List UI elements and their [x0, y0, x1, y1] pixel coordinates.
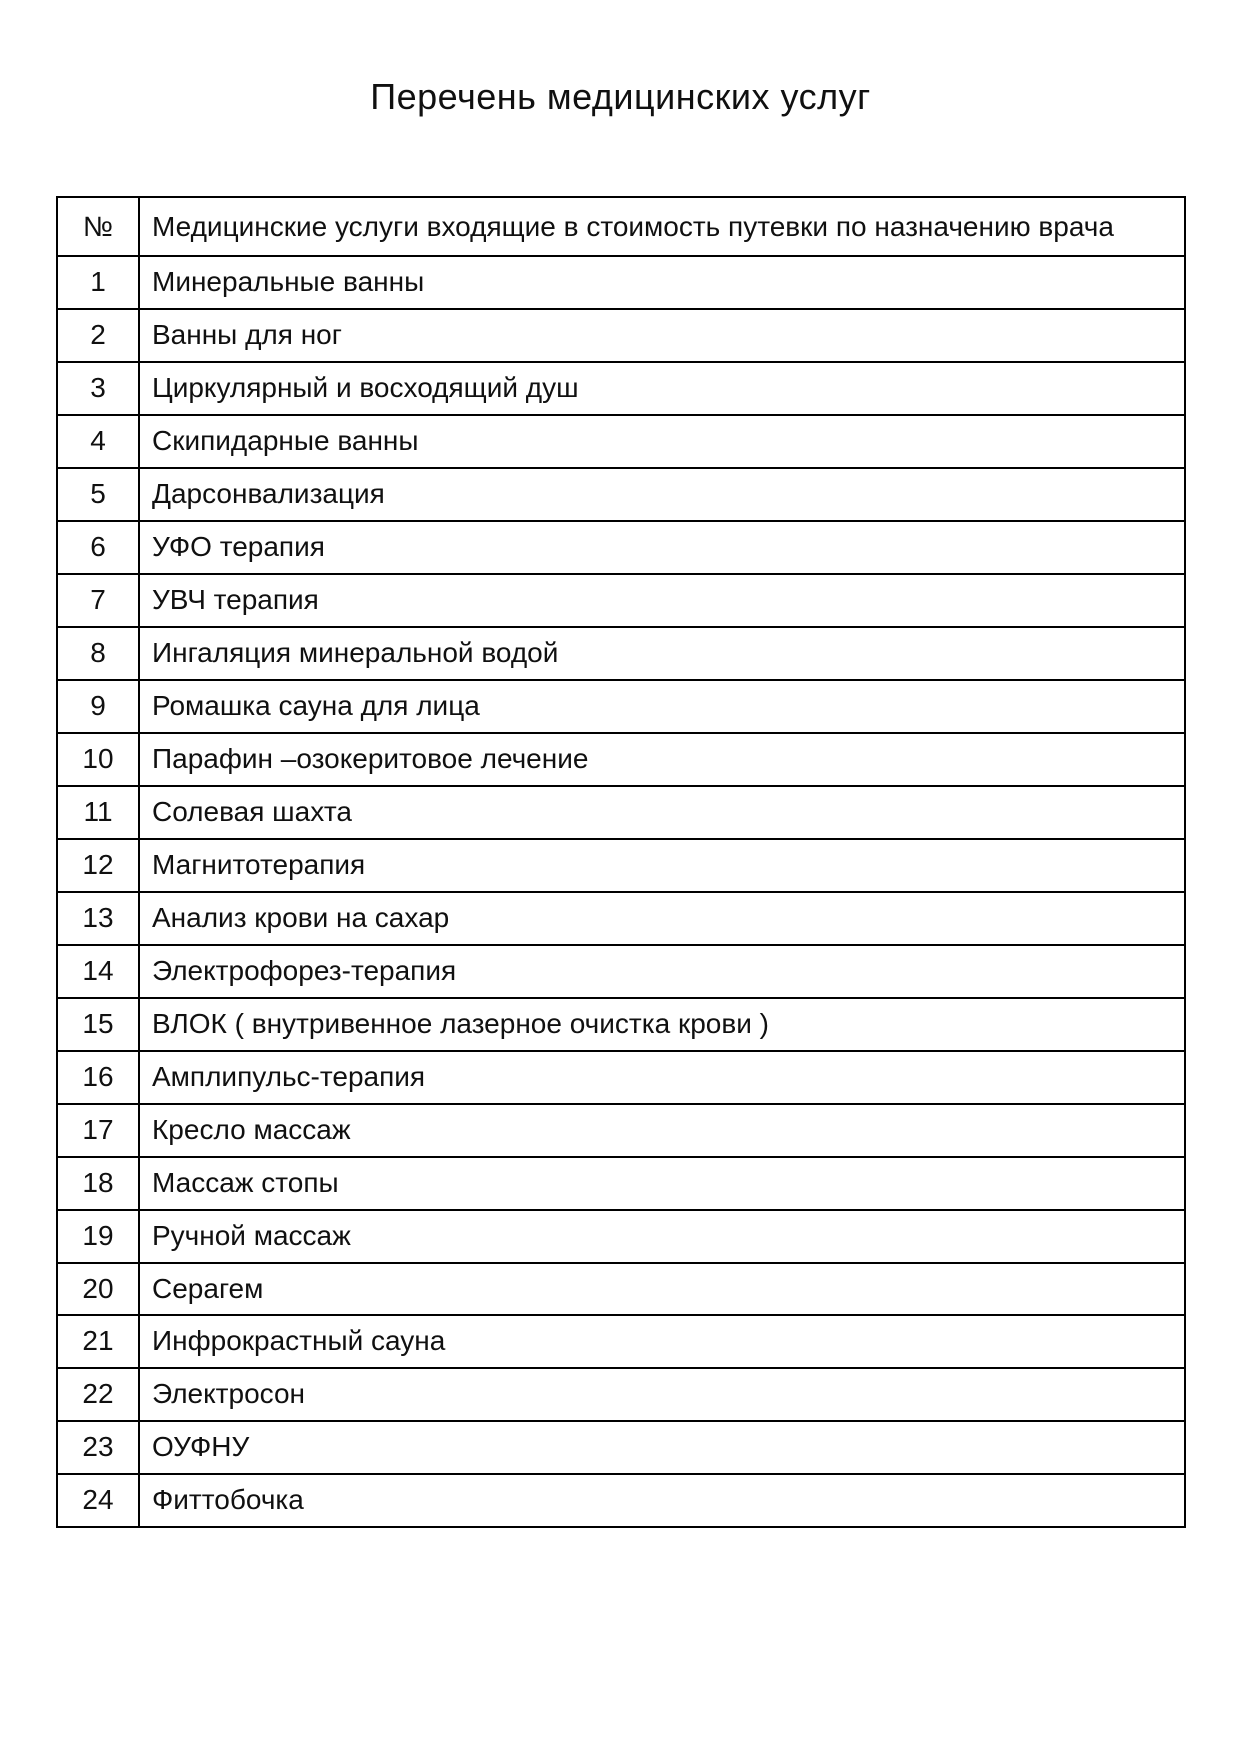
- table-row: [57, 627, 1185, 680]
- row-number: 21: [57, 1315, 139, 1368]
- row-service-name: Ручной массаж: [139, 1210, 1185, 1263]
- table-row: [57, 468, 1185, 521]
- table-row: [57, 309, 1185, 362]
- row-service-name: Амплипульс-терапия: [139, 1051, 1185, 1104]
- row-number: 23: [57, 1421, 139, 1474]
- row-service-name: Фиттобочка: [139, 1474, 1185, 1527]
- row-service-name: Солевая шахта: [139, 786, 1185, 839]
- row-number: 15: [57, 998, 139, 1051]
- row-service-name: ОУФНУ: [139, 1421, 1185, 1474]
- row-service-name: Парафин –озокеритовое лечение: [139, 733, 1185, 786]
- table-body: [57, 256, 1185, 1527]
- table-row: [57, 1421, 1185, 1474]
- row-service-name: Магнитотерапия: [139, 839, 1185, 892]
- row-service-name: Ромашка сауна для лица: [139, 680, 1185, 733]
- row-number: 3: [57, 362, 139, 415]
- row-number: 18: [57, 1157, 139, 1210]
- row-number: 8: [57, 627, 139, 680]
- header-service-column: Медицинские услуги входящие в стоимость путевки по назначению врача: [139, 197, 1185, 256]
- table-row: [57, 1210, 1185, 1263]
- table-row: [57, 680, 1185, 733]
- row-number: 10: [57, 733, 139, 786]
- table-row: [57, 1368, 1185, 1421]
- row-service-name: ВЛОК ( внутривенное лазерное очистка крови ): [139, 998, 1185, 1051]
- row-service-name: УФО терапия: [139, 521, 1185, 574]
- page-title: Перечень медицинских услуг: [370, 76, 871, 117]
- row-service-name: Скипидарные ванны: [139, 415, 1185, 468]
- row-number: 1: [57, 256, 139, 309]
- row-service-name: Кресло массаж: [139, 1104, 1185, 1157]
- row-service-name: Дарсонвализация: [139, 468, 1185, 521]
- table-header-row: [57, 197, 1185, 256]
- row-number: 24: [57, 1474, 139, 1527]
- table-row: [57, 1051, 1185, 1104]
- row-number: 9: [57, 680, 139, 733]
- row-number: 20: [57, 1263, 139, 1316]
- row-service-name: Ингаляция минеральной водой: [139, 627, 1185, 680]
- table-row: [57, 786, 1185, 839]
- row-service-name: УВЧ терапия: [139, 574, 1185, 627]
- services-table: [56, 196, 1186, 1528]
- table-row: [57, 839, 1185, 892]
- table-row: [57, 1474, 1185, 1527]
- table-row: [57, 1104, 1185, 1157]
- row-number: 4: [57, 415, 139, 468]
- row-number: 2: [57, 309, 139, 362]
- row-number: 13: [57, 892, 139, 945]
- table-row: [57, 945, 1185, 998]
- row-service-name: Инфрокрастный сауна: [139, 1315, 1185, 1368]
- table-row: [57, 1157, 1185, 1210]
- table-row: [57, 415, 1185, 468]
- row-number: 6: [57, 521, 139, 574]
- row-number: 5: [57, 468, 139, 521]
- table-row: [57, 362, 1185, 415]
- table-row: [57, 574, 1185, 627]
- table-row: [57, 998, 1185, 1051]
- row-number: 19: [57, 1210, 139, 1263]
- table-row: [57, 256, 1185, 309]
- table-row: [57, 892, 1185, 945]
- row-number: 17: [57, 1104, 139, 1157]
- row-service-name: Минеральные ванны: [139, 256, 1185, 309]
- header-number-column: №: [57, 197, 139, 256]
- row-number: 14: [57, 945, 139, 998]
- table-row: [57, 1315, 1185, 1368]
- row-service-name: Анализ крови на сахар: [139, 892, 1185, 945]
- row-service-name: Электрофорез-терапия: [139, 945, 1185, 998]
- row-service-name: Массаж стопы: [139, 1157, 1185, 1210]
- row-service-name: Циркулярный и восходящий душ: [139, 362, 1185, 415]
- table-row: [57, 1263, 1185, 1316]
- row-service-name: Ванны для ног: [139, 309, 1185, 362]
- row-number: 12: [57, 839, 139, 892]
- table-row: [57, 521, 1185, 574]
- row-service-name: Электросон: [139, 1368, 1185, 1421]
- row-number: 11: [57, 786, 139, 839]
- row-number: 16: [57, 1051, 139, 1104]
- row-service-name: Серагем: [139, 1263, 1185, 1316]
- table-row: [57, 733, 1185, 786]
- row-number: 22: [57, 1368, 139, 1421]
- row-number: 7: [57, 574, 139, 627]
